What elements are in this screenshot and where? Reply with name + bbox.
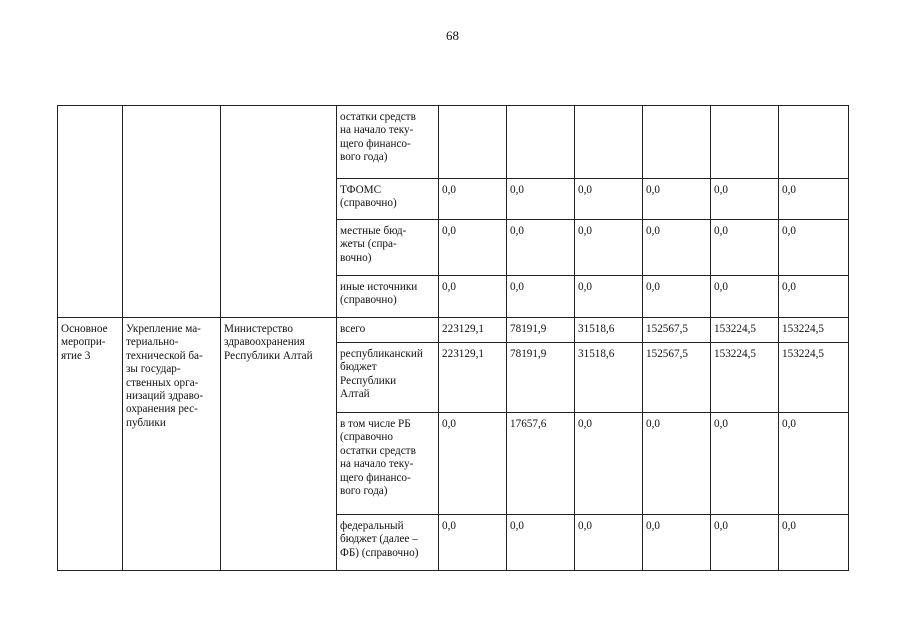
value-cell (711, 106, 779, 179)
value-cell: 223129,1 (439, 343, 507, 413)
value-cell (507, 106, 575, 179)
value-cell: 0,0 (575, 276, 643, 318)
value-cell: 0,0 (439, 413, 507, 515)
executor-cell-continued (221, 106, 337, 318)
value-cell: 0,0 (779, 413, 849, 515)
funding-source-cell: в том числе РБ (справочно остатки средств на начало теку- щего финансо- вого года) (337, 413, 439, 515)
value-cell: 153224,5 (711, 343, 779, 413)
value-cell (779, 106, 849, 179)
value-cell: 0,0 (575, 179, 643, 220)
table-row (58, 318, 849, 343)
funding-source-cell: местные бюд- жеты (спра- вочно) (337, 220, 439, 276)
page-number: 68 (446, 28, 459, 43)
value-cell: 0,0 (507, 276, 575, 318)
value-cell: 31518,6 (575, 343, 643, 413)
budget-table (57, 105, 849, 571)
table-row (58, 106, 849, 179)
value-cell (439, 106, 507, 179)
value-cell: 0,0 (779, 220, 849, 276)
funding-source-cell: иные источники (справочно) (337, 276, 439, 318)
value-cell: 0,0 (643, 179, 711, 220)
value-cell: 153224,5 (779, 343, 849, 413)
value-cell: 78191,9 (507, 318, 575, 343)
value-cell: 0,0 (507, 515, 575, 571)
value-cell: 0,0 (643, 276, 711, 318)
funding-source-cell: всего (337, 318, 439, 343)
value-cell: 153224,5 (779, 318, 849, 343)
value-cell: 0,0 (575, 220, 643, 276)
value-cell: 0,0 (575, 515, 643, 571)
value-cell: 0,0 (711, 515, 779, 571)
value-cell: 0,0 (439, 220, 507, 276)
value-cell (643, 106, 711, 179)
value-cell: 0,0 (779, 179, 849, 220)
value-cell: 0,0 (643, 413, 711, 515)
value-cell: 0,0 (779, 276, 849, 318)
value-cell: 0,0 (643, 220, 711, 276)
name-cell-continued (123, 106, 221, 318)
value-cell: 0,0 (711, 220, 779, 276)
value-cell: 17657,6 (507, 413, 575, 515)
value-cell: 0,0 (711, 276, 779, 318)
value-cell: 0,0 (439, 179, 507, 220)
value-cell: 0,0 (643, 515, 711, 571)
value-cell: 0,0 (779, 515, 849, 571)
value-cell: 0,0 (711, 179, 779, 220)
name-cell: Укрепление ма- териально- технической ба- зы государ- ственных орга- низаций здраво- охранения рес- публики (123, 318, 221, 571)
funding-source-cell: остатки средств на начало теку- щего финансо- вого года) (337, 106, 439, 179)
funding-source-cell: федеральный бюджет (далее – ФБ) (справочно) (337, 515, 439, 571)
event-cell: Основное меропри- ятие 3 (58, 318, 123, 571)
value-cell: 0,0 (439, 276, 507, 318)
value-cell: 153224,5 (711, 318, 779, 343)
value-cell: 223129,1 (439, 318, 507, 343)
executor-cell: Министерство здравоохранения Республики Алтай (221, 318, 337, 571)
value-cell: 0,0 (507, 179, 575, 220)
value-cell: 0,0 (711, 413, 779, 515)
value-cell: 78191,9 (507, 343, 575, 413)
funding-source-cell: ТФОМС (справочно) (337, 179, 439, 220)
value-cell: 0,0 (439, 515, 507, 571)
value-cell: 0,0 (507, 220, 575, 276)
value-cell: 152567,5 (643, 343, 711, 413)
value-cell: 152567,5 (643, 318, 711, 343)
value-cell: 31518,6 (575, 318, 643, 343)
event-cell-continued (58, 106, 123, 318)
funding-source-cell: республиканский бюджет Республики Алтай (337, 343, 439, 413)
value-cell: 0,0 (575, 413, 643, 515)
value-cell (575, 106, 643, 179)
